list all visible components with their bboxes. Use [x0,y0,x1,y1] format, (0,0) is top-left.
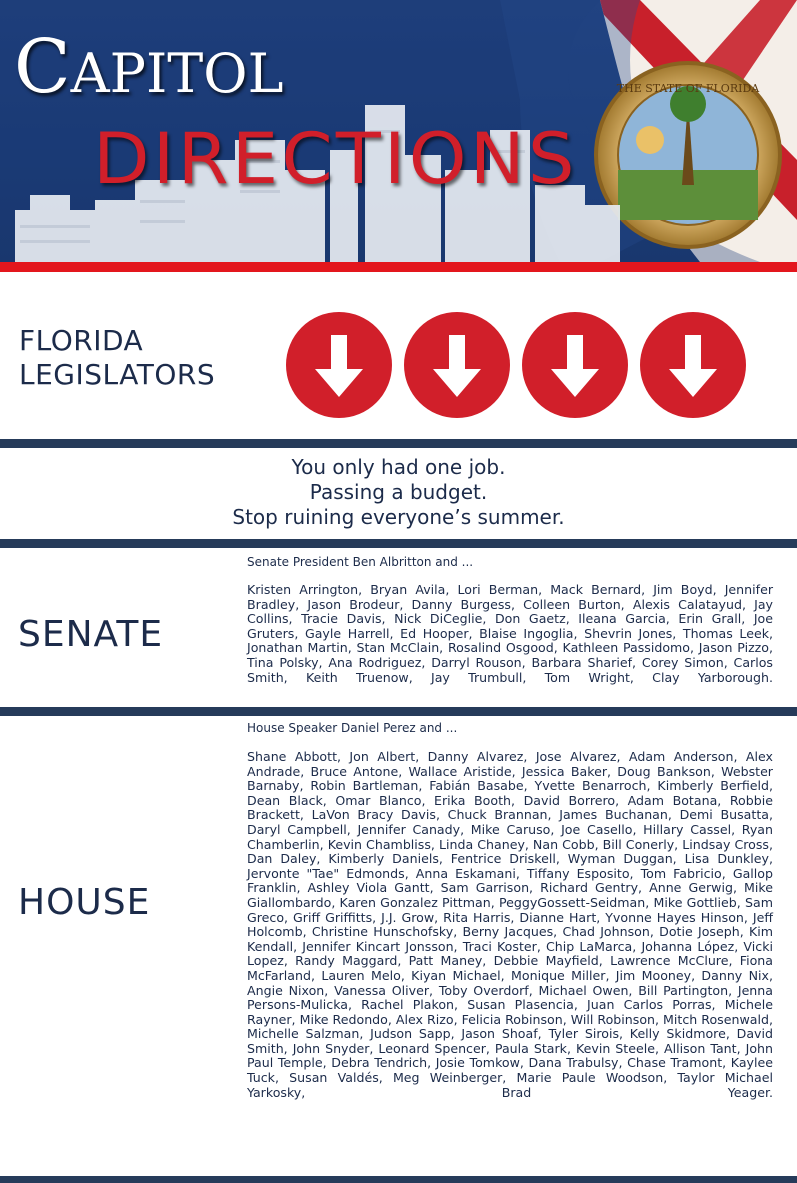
senate-label: SENATE [18,614,164,655]
tagline: You only had one job. Passing a budget. Stop ruining everyone’s summer. [232,455,565,529]
house-lead: House Speaker Daniel Perez and ... [247,721,458,735]
house-label: HOUSE [18,882,151,923]
down-arrow-icon [639,311,747,419]
banner-title-capitol: CAPITOL [14,24,284,110]
section-divider [0,1176,797,1183]
section-divider [0,707,797,716]
down-arrow-icon [285,311,393,419]
section-divider [0,439,797,448]
banner-red-stripe [0,262,797,272]
svg-text:THE STATE OF FLORIDA: THE STATE OF FLORIDA [616,82,760,95]
banner-title-directions: DIRECTIONS [93,118,578,200]
state-seal-icon [596,63,780,247]
header-banner [0,0,797,262]
florida-legislators-label: FLORIDA LEGISLATORS [19,324,216,391]
senate-lead: Senate President Ben Albritton and ... [247,555,474,569]
house-members: Shane Abbott, Jon Albert, Danny Alvarez, Jose Alvarez, Adam Anderson, Alex Andrade, Bruce Antone, Wallace Aristide, Jessica Baker, Doug Bankson, Webster Barnaby, Robin Bartleman, Fabián Basabe, Yvette Benarroch, Kimberly Berfield, Dean Black, Omar Blanco, Erika Booth, David Borrero, Adam Botana, Robbie Brackett, LaVon Bracy Davis, Chuck Brannan, James Buchanan, Demi Busatta, Daryl Campbell, Jennifer Canady, Mike Caruso, Joe Casello, Hillary Cassel, Ryan Chamberlin, Kevin Chambliss, Linda Chaney, Nan Cobb, Bill Conerly, Lindsay Cross, Dan Daley, Kimberly Daniels, Fentrice Driskell, Wyman Duggan, Lisa Dunkley, Jervonte "Tae" Edmonds, Anna Eskamani, Tiffany Esposito, Tom Fabricio, Gallop Franklin, Ashley Viola Gantt, Sam Garrison, Richard Gentry, Anne Gerwig, Mike Giallombardo, Karen Gonzalez Pittman, PeggyGossett-Seidman, Mike Gottlieb, Sam Greco, Griff Griffitts, J.J. Grow, Rita Harris, Dianne Hart, Yvonne Hayes Hinson, Jeff Holcomb, Christine Hunschofsky, Berny Jacques, Chad Johnson, Dotie Joseph, Kim Kendall, Jennifer Kincart Jonsson, Traci Koster, Chip LaMarca, Johanna López, Vicki Lopez, Randy Maggard, Patt Maney, Debbie Mayfield, Lawrence McClure, Fiona McFarland, Lauren Melo, Kiyan Michael, Monique Miller, Jim Mooney, Danny Nix, Angie Nixon, Vanessa Oliver, Toby Overdorf, Michael Owen, Bill Partington, Jenna Persons-Mulicka, Rachel Plakon, Susan Plasencia, Juan Carlos Porras, Michele Rayner, Mike Redondo, Alex Rizo, Felicia Robinson, Will Robinson, Mitch Rosenwald, Michelle Salzman, Judson Sapp, Jason Shoaf, Tyler Sirois, Kelly Skidmore, David Smith, John Snyder, Leonard Spencer, Paula Stark, Kevin Steele, Allison Tant, John Paul Temple, Debra Tendrich, Josie Tomkow, Dana Trabulsy, Chase Tramont, Kaylee Tuck, Susan Valdés, Meg Weinberger, Marie Paule Woodson, Taylor Michael Yarkosky, Brad Yeager. [247,749,773,1100]
senate-members: Kristen Arrington, Bryan Avila, Lori Berman, Mack Bernard, Jim Boyd, Jennifer Bradley, Jason Brodeur, Danny Burgess, Colleen Burton, Alexis Calatayud, Jay Collins, Tracie Davis, Nick DiCeglie, Don Gaetz, Ileana Garcia, Erin Grall, Joe Gruters, Gayle Harrell, Ed Hooper, Blaise Ingoglia, Shevrin Jones, Thomas Leek, Jonathan Martin, Stan McClain, Rosalind Osgood, Kathleen Passidomo, Jason Pizzo, Tina Polsky, Ana Rodriguez, Darryl Rouson, Barbara Sharief, Corey Simon, Carlos Smith, Keith Truenow, Jay Trumbull, Tom Wright, Clay Yarborough. [247,582,773,685]
down-arrow-icon [403,311,511,419]
section-divider [0,539,797,548]
down-arrow-icon [521,311,629,419]
